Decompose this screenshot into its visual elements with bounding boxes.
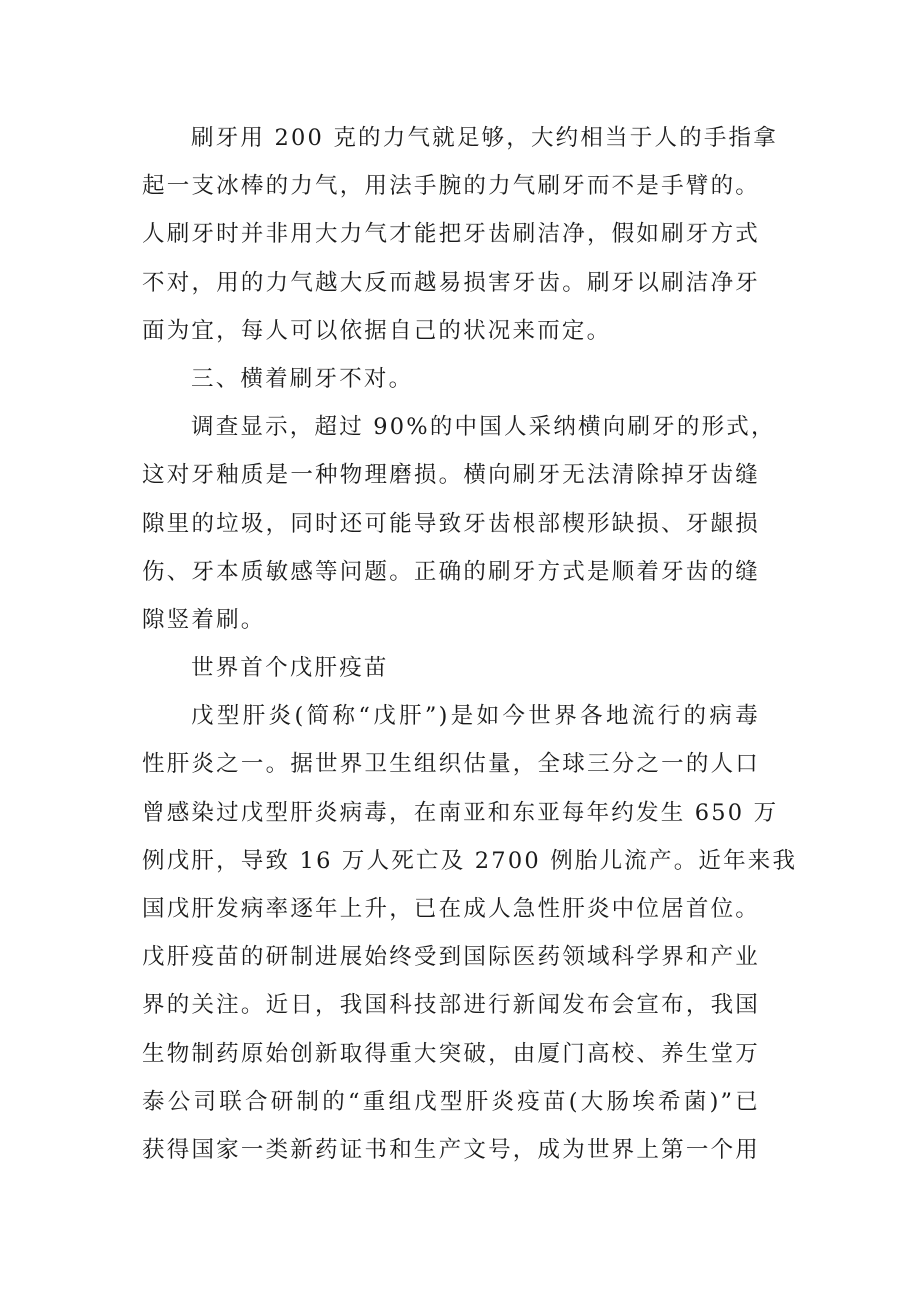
section-heading-hepatitis-e-vaccine (142, 644, 760, 692)
heading-line: 三、横着刷牙不对。 (191, 365, 414, 392)
section-heading-horizontal-brushing (142, 355, 760, 403)
text-line: 起一支冰棒的力气，用法手腕的力气刷牙而不是手臂的。 (142, 173, 760, 200)
heading-line: 世界首个戊肝疫苗 (191, 655, 389, 682)
text-line: 伤、牙本质敏感等问题。正确的刷牙方式是顺着牙齿的缝 (142, 558, 760, 585)
text-line: 隙竖着刷。 (142, 606, 266, 633)
text-line: 调查显示，超过 90%的中国人采纳横向刷牙的形式， (191, 414, 776, 441)
text-line: 例戊肝，导致 16 万人死亡及 2700 例胎儿流产。近年来我 (142, 847, 798, 874)
paragraph-survey (142, 403, 776, 644)
text-line: 曾感染过戊型肝炎病毒，在南亚和东亚每年约发生 650 万 (142, 799, 779, 826)
text-line: 面为宜，每人可以依据自己的状况来而定。 (142, 317, 612, 344)
text-line: 隙里的垃圾，同时还可能导致牙齿根部楔形缺损、牙龈损 (142, 510, 760, 537)
paragraph-hepatitis-e (142, 692, 798, 1174)
text-line: 性肝炎之一。据世界卫生组织估量，全球三分之一的人口 (142, 751, 760, 778)
text-line: 戊肝疫苗的研制进展始终受到国际医药领域科学界和产业 (142, 944, 760, 971)
text-line: 戊型肝炎(简称“戊肝”)是如今世界各地流行的病毒 (191, 703, 760, 730)
text-line: 人刷牙时并非用大力气才能把牙齿刷洁净，假如刷牙方式 (142, 221, 760, 248)
text-line: 生物制药原始创新取得重大突破，由厦门高校、养生堂万 (142, 1040, 760, 1067)
paragraph-brushing-force (142, 114, 778, 355)
text-line: 不对，用的力气越大反而越易损害牙齿。刷牙以刷洁净牙 (142, 269, 760, 296)
text-line: 获得国家一类新药证书和生产文号，成为世界上第一个用 (142, 1136, 760, 1163)
text-line: 这对牙釉质是一种物理磨损。横向刷牙无法清除掉牙齿缝 (142, 462, 760, 489)
text-line: 泰公司联合研制的“重组戊型肝炎疫苗(大肠埃希菌)”已 (142, 1088, 760, 1115)
text-line: 刷牙用 200 克的力气就足够，大约相当于人的手指拿 (191, 125, 778, 151)
document-body (142, 114, 798, 1174)
text-line: 界的关注。近日，我国科技部进行新闻发布会宣布，我国 (142, 992, 760, 1019)
text-line: 国戊肝发病率逐年上升，已在成人急性肝炎中位居首位。 (142, 896, 760, 922)
